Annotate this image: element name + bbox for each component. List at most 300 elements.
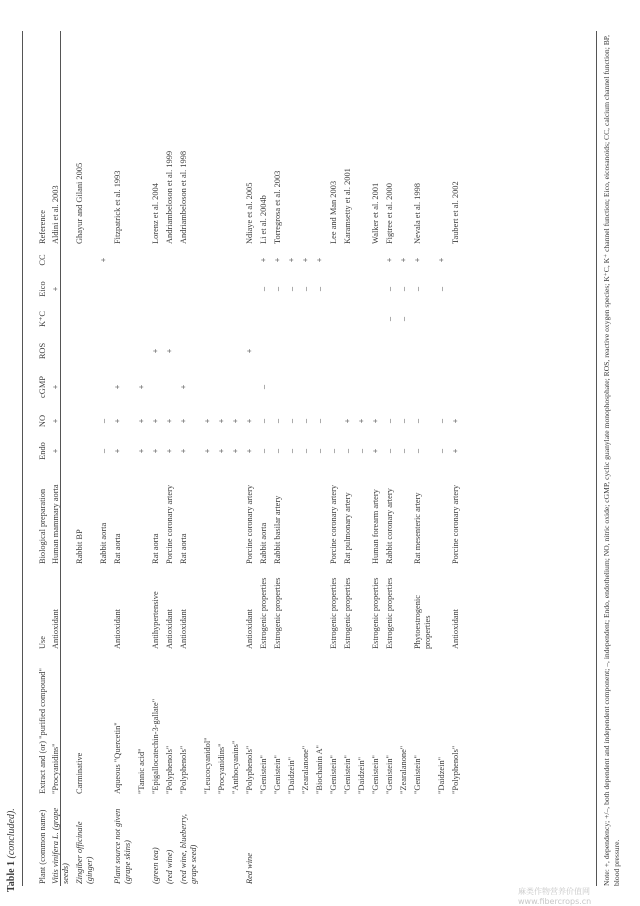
cell-use: Antioxidant [245,608,254,649]
cell-cgmp [203,368,217,406]
table-row [385,31,399,886]
cell-prep [217,466,231,566]
table-row [245,31,259,886]
cell-extract: "Genistein" [385,755,394,794]
cell-cc [203,246,217,274]
cell-plant [371,796,385,886]
table-row [451,31,465,886]
table-row [301,31,315,886]
cell-extract: Carminative [75,752,84,794]
cell-ros [51,334,75,368]
cell-ros [137,334,151,368]
cell-cgmp [343,368,357,406]
cell-use [231,566,245,651]
cell-cc [231,246,245,274]
cell-ros [357,334,371,368]
cell-ref [399,31,413,246]
cell-use: Antioxidant [165,608,174,649]
cell-ros: + [151,348,160,354]
cell-cgmp [75,368,99,406]
cell-extract: "Genistein" [343,755,352,794]
cell-eico [203,274,217,304]
cell-ref: Lorenz et al. 2004 [151,183,160,244]
cell-cgmp [273,368,287,406]
cell-eico [371,274,385,304]
table-row [399,31,413,886]
cell-kc [437,304,451,334]
cell-kc [245,304,259,334]
cell-cc [357,246,371,274]
cell-endo: – [301,448,310,454]
cell-ros [179,334,203,368]
cell-ros [259,334,273,368]
table-row [343,31,357,886]
cell-cgmp: – [259,384,268,390]
cell-cc: + [273,257,282,263]
cell-cgmp [315,368,329,406]
cell-ref: Andriambeloson et al. 1999 [165,150,174,244]
cell-eico: + [51,286,60,292]
cell-cgmp [399,368,413,406]
cell-eico: – [385,286,394,292]
cell-prep: Rat aorta [113,533,122,564]
header-cgmp: cGMP [38,376,47,398]
cell-no: – [399,418,408,424]
cell-cc [137,246,151,274]
header-no: NO [38,414,47,428]
data-table [38,31,465,886]
cell-cgmp [329,368,343,406]
cell-plant: Vitis vinifera L. (grape seeds) [51,807,70,884]
cell-cgmp [99,368,113,406]
cell-kc [343,304,357,334]
cell-cc [343,246,357,274]
cell-ref: Nevala et al. 1998 [413,183,422,244]
cell-kc [329,304,343,334]
cell-extract: "Genistein" [371,755,380,794]
cell-cgmp [245,368,259,406]
cell-kc [99,304,113,334]
cell-ros [451,334,465,368]
table-row [217,31,231,886]
cell-prep [137,466,151,566]
cell-plant [437,796,451,886]
cell-no: – [287,418,296,424]
cell-extract: "Leucocyanidol" [203,737,212,794]
cell-extract: "Genistein" [329,755,338,794]
cell-endo: – [343,448,352,454]
cell-eico [245,274,259,304]
cell-no [329,406,343,436]
cell-kc [75,304,99,334]
cell-cgmp [231,368,245,406]
cell-ref: Aldini et al. 2003 [51,185,60,244]
cell-use [301,566,315,651]
cell-plant [329,796,343,886]
cell-eico: – [399,286,408,292]
cell-endo: + [217,448,226,454]
table-caption-suffix: (concluded). [6,808,17,859]
cell-cgmp: + [113,384,122,390]
cell-endo: + [151,448,160,454]
cell-no: + [357,418,366,424]
cell-plant [99,796,113,886]
cell-use [437,566,451,651]
cell-extract: "Procyanidins" [51,743,60,794]
cell-use: Estrogenic properties [329,577,338,649]
table-row [203,31,217,886]
cell-no: + [451,418,460,424]
bottom-rule [596,31,597,886]
cell-no: + [217,418,226,424]
cell-eico [217,274,231,304]
cell-prep [203,466,217,566]
cell-endo: + [451,448,460,454]
table-row [137,31,151,886]
cell-kc [413,304,437,334]
cell-ref: Taubert et al. 2002 [451,181,460,244]
cell-kc [51,304,75,334]
cell-plant [399,796,413,886]
table-note: Note: +, dependency; +/–, both dependent and independent component; –, independent; Endo, endothelium; NO, nitric oxide; cGMP, cyclic guanylate monophosphate; ROS, reactive oxygen species; K⁺C, K⁺ channel function; Eico, eicosanoids; CC, calcium channel function; BP, blood pressure. [602,34,621,886]
cell-ref: Lee and Man 2003 [329,180,338,244]
table-row [231,31,245,886]
table-row [75,31,99,886]
cell-ref [301,31,315,246]
cell-extract: "Polyphenols" [451,745,460,794]
cell-no: + [231,418,240,424]
cell-extract: "Polyphenols" [179,745,188,794]
cell-ros [217,334,231,368]
cell-prep [357,466,371,566]
cell-eico [357,274,371,304]
cell-plant [451,796,465,886]
cell-kc [137,304,151,334]
cell-no: + [179,418,188,424]
cell-ref [287,31,301,246]
cell-ref: Andriambeloson et al. 1998 [179,150,188,244]
cell-cc [165,246,179,274]
cell-no: – [273,418,282,424]
cell-ref [99,31,113,246]
cell-no: + [203,418,212,424]
cell-ros [287,334,301,368]
table-body [51,31,465,886]
cell-kc [179,304,203,334]
cell-plant [315,796,329,886]
header-use: Use [38,635,47,649]
cell-ros [399,334,413,368]
cell-eico: – [315,286,324,292]
cell-ref [217,31,231,246]
cell-plant [273,796,287,886]
cell-extract: "Polyphenols" [165,745,174,794]
cell-endo: – [99,448,108,454]
cell-prep [399,466,413,566]
cell-kc [287,304,301,334]
cell-no: – [99,418,108,424]
cell-no: + [137,418,146,424]
cell-endo: – [399,448,408,454]
cell-no: – [315,418,324,424]
cell-eico [343,274,357,304]
cell-ref [357,31,371,246]
cell-ref: Ghayur and Gilani 2005 [75,162,84,244]
cell-eico [231,274,245,304]
cell-cc [371,246,385,274]
cell-prep: Porcine coronary artery [329,484,338,564]
table-row [165,31,179,886]
cell-eico [75,274,99,304]
cell-plant: (red wine) [165,849,174,884]
cell-endo: + [231,448,240,454]
cell-use: Estrogenic properties [273,577,282,649]
cell-eico: – [287,286,296,292]
cell-use: Estrogenic properties [385,577,394,649]
cell-extract: "Procyanidins" [217,743,226,794]
cell-prep: Rat aorta [179,533,188,564]
cell-kc: – [399,316,408,322]
cell-eico [329,274,343,304]
watermark: 麻类作物营养价值网 www.fibercrops.cn [518,887,592,906]
table-row [273,31,287,886]
cell-endo: – [259,448,268,454]
cell-cgmp [151,368,165,406]
cell-no: + [113,418,122,424]
cell-endo: – [385,448,394,454]
cell-endo: + [245,448,254,454]
cell-eico: – [437,286,446,292]
cell-prep: Rabbit BP [75,529,84,564]
cell-ref: Torregrosa et al. 2003 [273,170,282,244]
cell-ref: Ndiaye et al. 2005 [245,182,254,244]
cell-plant [287,796,301,886]
cell-cgmp [451,368,465,406]
cell-plant [217,796,231,886]
cell-cgmp [357,368,371,406]
cell-endo: – [329,448,338,454]
cell-extract: Aqueous "Quercetin" [113,722,122,794]
cell-endo: – [413,448,422,454]
header-plant: Plant (common name) [38,809,47,884]
cell-ref [315,31,329,246]
cell-prep: Porcine coronary artery [451,484,460,564]
table-row [413,31,437,886]
cell-no: – [301,418,310,424]
cell-extract: "Genistein" [259,755,268,794]
cell-cc [179,246,203,274]
cell-plant: (green tea) [151,847,160,884]
cell-eico: – [273,286,282,292]
cell-cgmp: + [179,384,188,390]
cell-use [315,566,329,651]
cell-ref [231,31,245,246]
table-label: Table 1 [6,860,17,892]
cell-cc [451,246,465,274]
cell-plant [231,796,245,886]
cell-prep [287,466,301,566]
cell-cc: + [437,257,446,263]
cell-prep: Rabbit coronary artery [385,488,394,564]
cell-prep: Rabbit aorta [99,522,108,564]
cell-plant [137,796,151,886]
cell-eico: – [259,286,268,292]
cell-ref [137,31,151,246]
cell-endo: + [165,448,174,454]
cell-prep: Rat pulmonary artery [343,492,352,564]
cell-ros [273,334,287,368]
cell-use [357,566,371,651]
cell-extract: "Polyphenols" [245,745,254,794]
cell-no: + [151,418,160,424]
cell-extract: "Daidzein" [437,756,446,794]
table-row [51,31,75,886]
cell-use: Antioxidant [113,608,122,649]
cell-endo: + [371,448,380,454]
cell-prep [301,466,315,566]
table-row [179,31,203,886]
cell-kc [151,304,165,334]
cell-prep [315,466,329,566]
cell-ros [203,334,217,368]
cell-extract: "Zearalanone" [399,745,408,794]
cell-kc [301,304,315,334]
cell-ros [371,334,385,368]
cell-ref [437,31,451,246]
cell-ros [99,334,113,368]
cell-extract: "Daidzein" [287,756,296,794]
table-caption [6,808,17,892]
cell-extract: "Daidzein" [357,756,366,794]
cell-cc: + [413,257,422,263]
cell-no: – [413,418,422,424]
cell-use [217,566,231,651]
table-row [151,31,165,886]
cell-endo: + [137,448,146,454]
cell-extract: "Zearalanone" [301,745,310,794]
cell-eico [451,274,465,304]
cell-extract: "Genistein" [413,755,422,794]
cell-use: Estrogenic properties [259,577,268,649]
cell-cgmp [413,368,437,406]
cell-use: Phytoestrogenic properties [413,595,432,649]
cell-ros [75,334,99,368]
cell-use [99,566,113,651]
cell-plant [413,796,437,886]
cell-endo: – [273,448,282,454]
cell-no [75,406,99,436]
cell-cc [113,246,137,274]
cell-cc [75,246,99,274]
cell-ros [113,334,137,368]
cell-eico [113,274,137,304]
cell-kc [231,304,245,334]
cell-cgmp [385,368,399,406]
cell-cc: + [99,257,108,263]
cell-use: Antioxidant [51,608,60,649]
cell-kc [357,304,371,334]
header-preparation: Biological preparation [38,488,47,564]
cell-cc: + [399,257,408,263]
cell-endo: – [437,448,446,454]
cell-plant [343,796,357,886]
cell-eico: – [413,286,422,292]
cell-ros [301,334,315,368]
cell-cc: + [259,257,268,263]
cell-plant: (red wine, blueberry, grape seed) [179,814,198,884]
cell-endo: – [315,448,324,454]
cell-extract: "Epigallocatechin-3-gallate" [151,698,160,794]
cell-eico [99,274,113,304]
cell-cgmp [287,368,301,406]
cell-kc [165,304,179,334]
cell-prep: Rabbit aorta [259,522,268,564]
cell-use: Antioxidant [179,608,188,649]
cell-extract: "Genistein" [273,755,282,794]
cell-plant [259,796,273,886]
cell-use: Estrogenic properties [343,577,352,649]
cell-kc [451,304,465,334]
header-extract: Extract and (or) "purified compound" [38,668,47,794]
cell-ros [329,334,343,368]
cell-ref [203,31,217,246]
table-row [99,31,113,886]
cell-cc [151,246,165,274]
cell-cc [217,246,231,274]
cell-kc [259,304,273,334]
cell-ros [413,334,437,368]
cell-kc [113,304,137,334]
cell-plant: Red wine [245,853,254,884]
cell-use [75,566,99,651]
cell-endo: + [51,448,60,454]
cell-cgmp [301,368,315,406]
cell-no: + [371,418,380,424]
cell-extract: "Biochanin A" [315,745,324,794]
cell-use: Antioxidant [451,608,460,649]
header-endo: Endo [38,442,47,460]
cell-cgmp: + [51,384,60,390]
cell-no: – [437,418,446,424]
cell-cc [329,246,343,274]
cell-endo: + [113,448,122,454]
cell-ros: + [245,348,254,354]
cell-eico [179,274,203,304]
cell-ros [315,334,329,368]
cell-endo: + [179,448,188,454]
cell-plant: Zingiber officinale (ginger) [75,821,94,884]
cell-eico [165,274,179,304]
cell-kc [273,304,287,334]
cell-no: + [51,418,60,424]
header-ros: ROS [38,342,47,360]
cell-ref: Walker et al. 2001 [371,182,380,244]
cell-eico [137,274,151,304]
cell-ros: + [165,348,174,354]
cell-kc [203,304,217,334]
cell-ros [343,334,357,368]
cell-cgmp [437,368,451,406]
table-row [357,31,371,886]
cell-ref: Karamsetty et al. 2001 [343,168,352,244]
cell-use: Antihypertensive [151,591,160,649]
cell-ros [231,334,245,368]
cell-eico [151,274,165,304]
cell-prep: Rabbit basilar artery [273,495,282,564]
cell-kc [217,304,231,334]
header-reference: Reference [38,210,47,244]
cell-ros [437,334,451,368]
